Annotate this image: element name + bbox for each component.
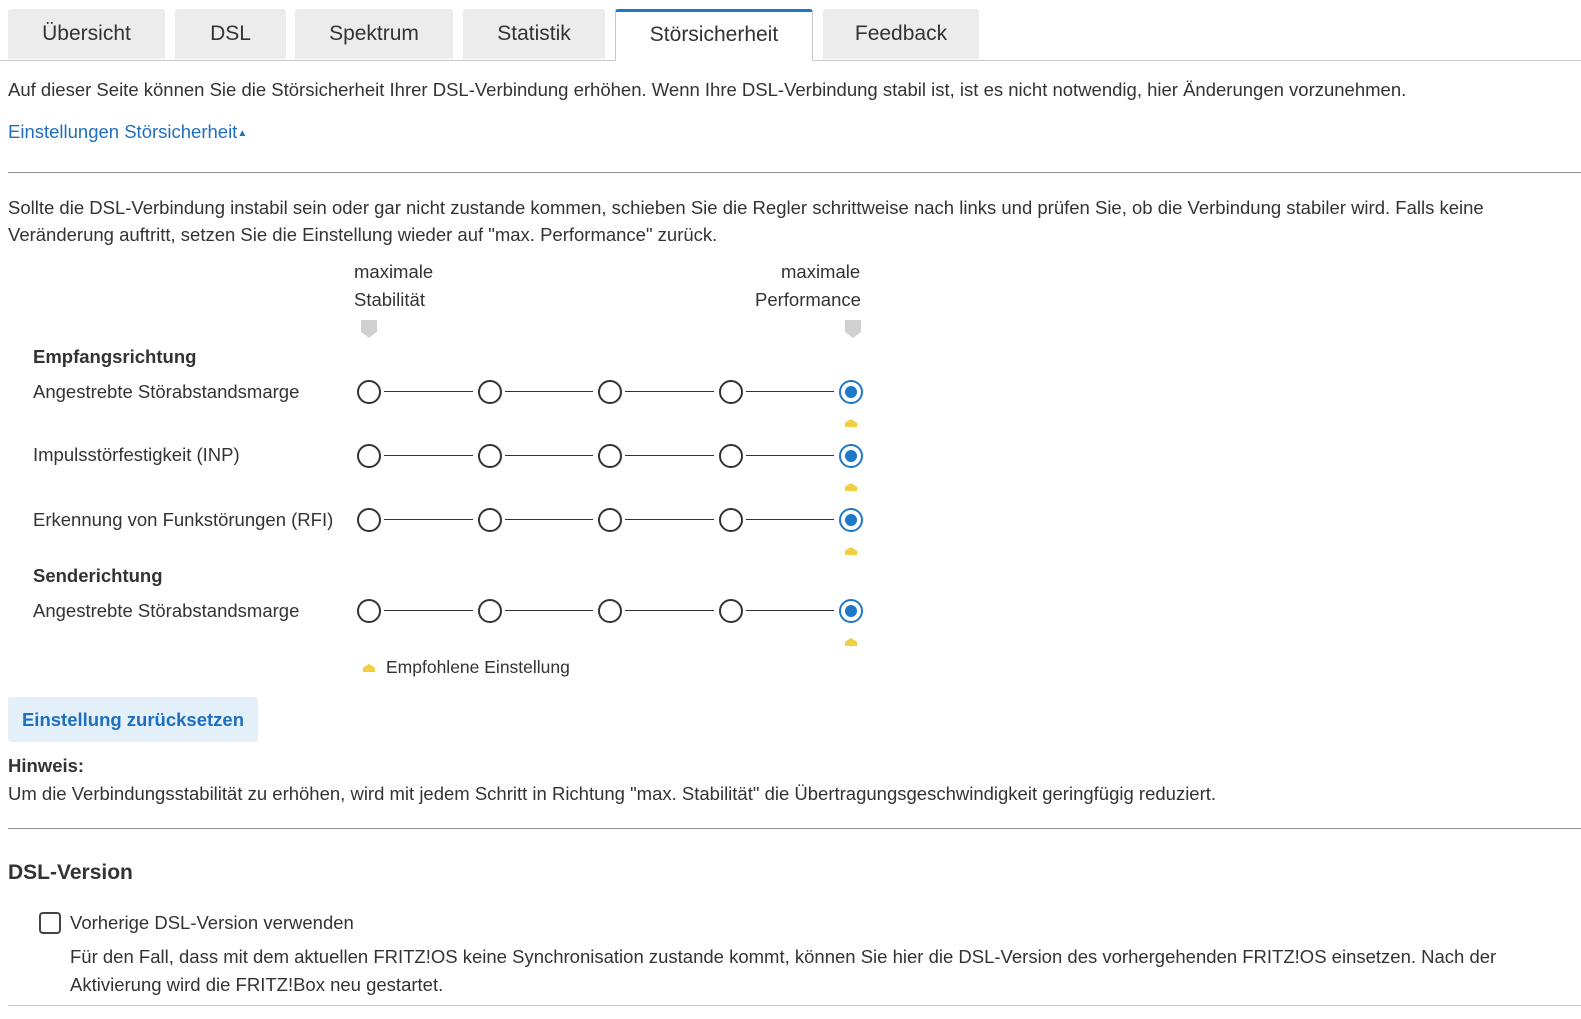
- slider-step-radio-1[interactable]: [357, 444, 381, 468]
- slider-track-segment: [505, 391, 594, 392]
- slider-step-radio-2[interactable]: [478, 444, 502, 468]
- slider-track-segment: [505, 610, 594, 611]
- slider-step-radio-5[interactable]: [839, 508, 863, 532]
- slider-track-segment: [746, 610, 835, 611]
- slider-track-segment: [384, 391, 473, 392]
- caret-up-icon: ▲: [237, 128, 248, 139]
- performance-end-marker-icon: [845, 320, 861, 338]
- slider-step-radio-1[interactable]: [357, 380, 381, 404]
- previous-dsl-version-checkbox[interactable]: [39, 912, 61, 934]
- scale-right-label-1: maximale: [781, 261, 861, 282]
- tab-statistik[interactable]: Statistik: [463, 9, 605, 59]
- slider-step-radio-2[interactable]: [478, 599, 502, 623]
- slider-label-inp: Impulsstörfestigkeit (INP): [33, 444, 240, 465]
- tab-feedback[interactable]: Feedback: [823, 9, 979, 59]
- tab-stoersicherheit[interactable]: Störsicherheit: [615, 9, 813, 61]
- slider-inp: [356, 443, 868, 469]
- divider: [8, 828, 1581, 829]
- slider-track-segment: [625, 455, 714, 456]
- reset-settings-button[interactable]: Einstellung zurücksetzen: [8, 697, 258, 742]
- scale-right-label-2: Performance: [755, 289, 861, 310]
- tab-bar: [0, 0, 1581, 61]
- group-heading-upstream: Senderichtung: [33, 565, 163, 586]
- slider-step-radio-3[interactable]: [598, 599, 622, 623]
- slider-step-radio-5[interactable]: [839, 380, 863, 404]
- slider-step-radio-5[interactable]: [839, 599, 863, 623]
- slider-snr-up: [356, 598, 868, 624]
- slider-step-radio-3[interactable]: [598, 380, 622, 404]
- slider-label-snr-down: Angestrebte Störabstandsmarge: [33, 381, 300, 402]
- slider-step-radio-5[interactable]: [839, 444, 863, 468]
- slider-track-segment: [505, 455, 594, 456]
- dsl-version-description-line-2: Aktivierung wird die FRITZ!Box neu gestartet.: [70, 974, 444, 995]
- intro-text: Auf dieser Seite können Sie die Störsicherheit Ihrer DSL-Verbindung erhöhen. Wenn Ihre DSL-Verbindung stabil ist, ist es nicht notwendig, hier Änderungen vorzunehmen.: [8, 79, 1407, 100]
- recommended-legend-label: Empfohlene Einstellung: [386, 657, 570, 677]
- group-heading-downstream: Empfangsrichtung: [33, 346, 197, 367]
- recommended-legend-icon: [363, 664, 375, 672]
- slider-step-radio-1[interactable]: [357, 599, 381, 623]
- tab-dsl[interactable]: DSL: [175, 9, 286, 59]
- slider-track-segment: [384, 519, 473, 520]
- slider-track-segment: [625, 610, 714, 611]
- slider-step-radio-3[interactable]: [598, 508, 622, 532]
- slider-track-segment: [746, 519, 835, 520]
- divider: [8, 172, 1581, 173]
- slider-track-segment: [625, 519, 714, 520]
- slider-snr-down: [356, 379, 868, 405]
- slider-step-radio-4[interactable]: [719, 599, 743, 623]
- stability-end-marker-icon: [361, 320, 377, 338]
- tab-spektrum[interactable]: Spektrum: [295, 9, 453, 59]
- dsl-version-heading: DSL-Version: [8, 861, 133, 884]
- slider-track-segment: [505, 519, 594, 520]
- slider-step-radio-2[interactable]: [478, 508, 502, 532]
- tab-uebersicht[interactable]: Übersicht: [8, 9, 165, 59]
- instructions-line-1: Sollte die DSL-Verbindung instabil sein oder gar nicht zustande kommen, schieben Sie die Regler schrittweise nach links und prüfen Sie, ob die Verbindung stabiler wird. Falls keine: [8, 197, 1484, 218]
- recommended-marker-icon: [845, 547, 857, 555]
- settings-toggle-label: Einstellungen Störsicherheit: [8, 121, 238, 142]
- slider-step-radio-4[interactable]: [719, 508, 743, 532]
- scale-left-label-2: Stabilität: [354, 289, 425, 310]
- hint-text: Um die Verbindungsstabilität zu erhöhen, wird mit jedem Schritt in Richtung "max. Stabilität" die Übertragungsgeschwindigkeit geringfügig reduziert.: [8, 783, 1217, 804]
- slider-track-segment: [384, 610, 473, 611]
- instructions-line-2: Veränderung auftritt, setzen Sie die Einstellung wieder auf "max. Performance" zurück.: [8, 224, 718, 245]
- recommended-marker-icon: [845, 483, 857, 491]
- divider: [8, 1005, 1581, 1006]
- settings-toggle-link[interactable]: [8, 121, 247, 143]
- previous-dsl-version-label[interactable]: Vorherige DSL-Version verwenden: [70, 912, 354, 933]
- slider-label-snr-up: Angestrebte Störabstandsmarge: [33, 600, 300, 621]
- slider-label-rfi: Erkennung von Funkstörungen (RFI): [33, 509, 334, 530]
- slider-track-segment: [625, 391, 714, 392]
- recommended-marker-icon: [845, 638, 857, 646]
- slider-step-radio-4[interactable]: [719, 380, 743, 404]
- slider-track-segment: [746, 455, 835, 456]
- slider-step-radio-1[interactable]: [357, 508, 381, 532]
- slider-rfi: [356, 507, 868, 533]
- recommended-marker-icon: [845, 419, 857, 427]
- slider-step-radio-2[interactable]: [478, 380, 502, 404]
- hint-title: Hinweis:: [8, 755, 85, 776]
- slider-track-segment: [746, 391, 835, 392]
- scale-left-label-1: maximale: [354, 261, 434, 282]
- slider-step-radio-3[interactable]: [598, 444, 622, 468]
- slider-step-radio-4[interactable]: [719, 444, 743, 468]
- dsl-version-description-line-1: Für den Fall, dass mit dem aktuellen FRITZ!OS keine Synchronisation zustande kommt, können Sie hier die DSL-Version des vorhergehenden FRITZ!OS einsetzen. Nach der: [70, 946, 1497, 967]
- slider-track-segment: [384, 455, 473, 456]
